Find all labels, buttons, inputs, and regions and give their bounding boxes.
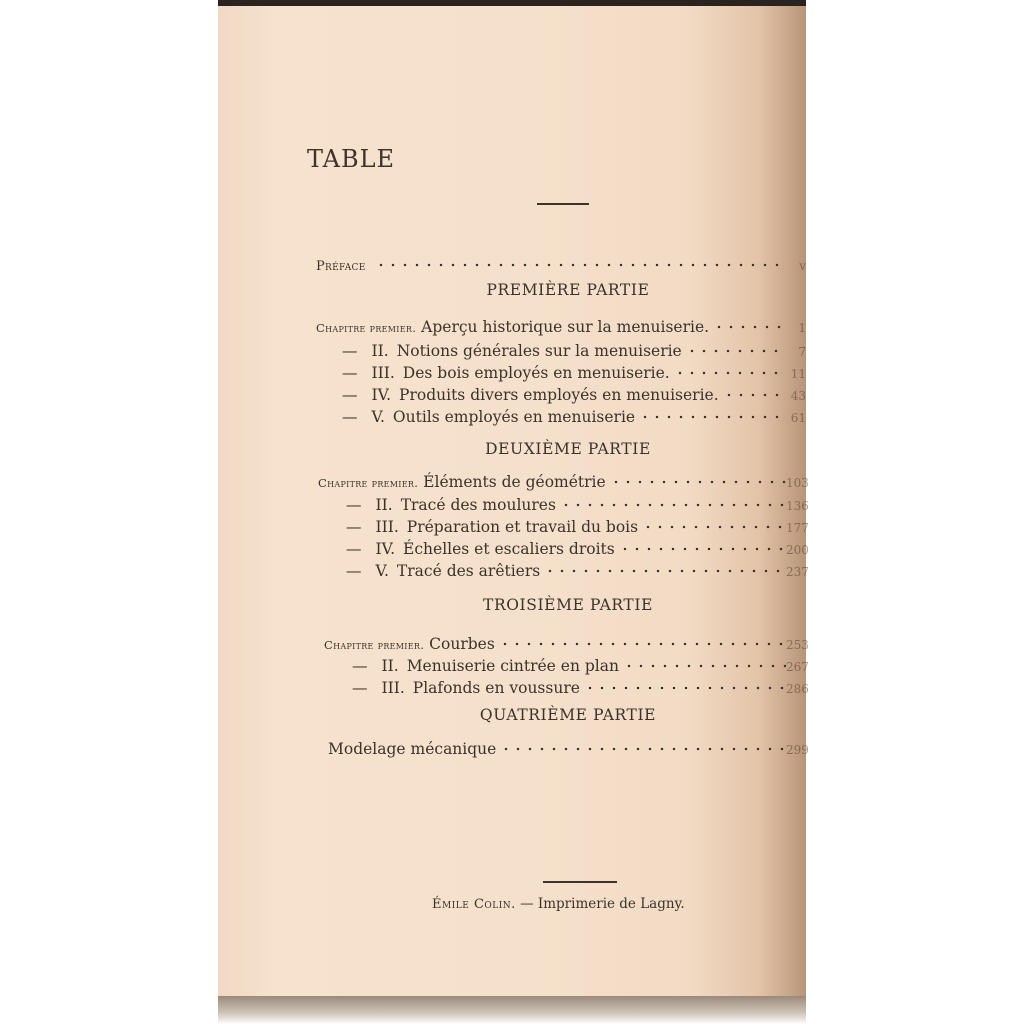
printer-place: — Imprimerie de Lagny. xyxy=(520,896,685,912)
page-number: 61 xyxy=(790,410,806,425)
toc-entry xyxy=(346,494,809,514)
chapter-title: Plafonds en voussure xyxy=(412,678,580,697)
chapter-title: Des bois employés en menuiserie. xyxy=(402,363,670,382)
dot-leader xyxy=(723,384,786,400)
preface-label: Préface xyxy=(316,258,366,274)
dot-leader xyxy=(584,677,786,693)
toc-entry xyxy=(346,538,809,558)
toc-entry xyxy=(342,384,806,404)
page-bottom-edge xyxy=(218,996,806,1024)
chapter-dash: — xyxy=(352,678,368,697)
page-number: 299 xyxy=(786,742,809,757)
title-rule xyxy=(537,203,589,205)
page-number: 11 xyxy=(790,366,806,381)
chapter-dash: — xyxy=(342,341,358,360)
chapter-dash: — xyxy=(342,385,358,404)
chapter-numeral: III. xyxy=(375,517,399,536)
printer-name: Émile Colin. xyxy=(432,897,516,912)
dot-leader xyxy=(544,560,786,576)
page-number: 267 xyxy=(786,659,809,674)
chapter-numeral: III. xyxy=(381,678,405,697)
chapter-title: Éléments de géométrie xyxy=(423,472,606,491)
page-number: 237 xyxy=(786,564,809,579)
chapter-numeral: II. xyxy=(371,341,389,360)
toc-entry xyxy=(342,362,806,382)
dot-leader xyxy=(610,471,786,487)
chapter-title: Notions générales sur la menuiserie xyxy=(396,341,682,360)
toc-entry xyxy=(352,677,809,697)
dot-leader xyxy=(619,538,786,554)
toc-entry xyxy=(346,516,809,536)
toc-entry-preface xyxy=(316,254,806,274)
toc-entry xyxy=(328,738,809,758)
chapter-title: Modelage mécanique xyxy=(328,739,497,758)
toc-entry xyxy=(342,406,806,426)
colophon xyxy=(432,896,685,912)
chapter-title: Tracé des arêtiers xyxy=(396,561,541,580)
part-heading: QUATRIÈME PARTIE xyxy=(479,706,657,724)
chapter-numeral: IV. xyxy=(371,385,392,404)
page-number: 103 xyxy=(786,475,809,490)
page-title: TABLE xyxy=(306,145,396,173)
chapter-numeral: IV. xyxy=(375,539,396,558)
toc-entry xyxy=(324,633,809,653)
page-number: 43 xyxy=(790,388,806,403)
dot-leader xyxy=(623,655,786,671)
chapter-title: Aperçu historique sur la menuiserie. xyxy=(421,317,710,336)
page-number: v xyxy=(799,258,806,273)
chapter-title: Produits divers employés en menuiserie. xyxy=(399,385,719,404)
chapter-numeral: II. xyxy=(381,656,399,675)
page-number: 136 xyxy=(786,498,809,513)
page-number: 1 xyxy=(798,320,806,335)
chapter-prefix: Chapitre premier. xyxy=(324,637,425,652)
dot-leader xyxy=(686,340,786,356)
page-number: 7 xyxy=(798,344,806,359)
dot-leader xyxy=(560,494,786,510)
chapter-numeral: V. xyxy=(375,561,389,580)
chapter-dash: — xyxy=(346,561,362,580)
dot-leader xyxy=(642,516,786,532)
chapter-dash: — xyxy=(346,517,362,536)
chapter-title: Tracé des moulures xyxy=(400,495,556,514)
chapter-title: Préparation et travail du bois xyxy=(406,517,639,536)
page-number: 200 xyxy=(786,542,809,557)
chapter-dash: — xyxy=(346,539,362,558)
dot-leader xyxy=(499,633,786,649)
colophon-rule xyxy=(543,881,617,883)
dot-leader xyxy=(713,316,786,332)
chapter-dash: — xyxy=(346,495,362,514)
chapter-prefix: Chapitre premier. xyxy=(316,320,417,335)
chapter-prefix: Chapitre premier. xyxy=(318,475,419,490)
toc-entry xyxy=(346,560,809,580)
toc-entry xyxy=(318,471,809,491)
dot-leader xyxy=(500,738,786,754)
chapter-title: Courbes xyxy=(429,634,495,653)
toc-entry xyxy=(352,655,809,675)
chapter-title: Menuiserie cintrée en plan xyxy=(406,656,619,675)
part-heading: TROISIÈME PARTIE xyxy=(483,596,653,614)
chapter-numeral: II. xyxy=(375,495,393,514)
page-number: 253 xyxy=(786,637,809,652)
part-heading: PREMIÈRE PARTIE xyxy=(486,281,650,299)
chapter-dash: — xyxy=(342,407,358,426)
chapter-title: Outils employés en menuiserie xyxy=(392,407,636,426)
toc-entry xyxy=(316,316,806,336)
chapter-dash: — xyxy=(352,656,368,675)
page-number: 177 xyxy=(786,520,809,535)
dot-leader xyxy=(674,362,786,378)
dot-leader xyxy=(375,254,786,270)
chapter-title: Échelles et escaliers droits xyxy=(403,539,615,558)
part-heading: DEUXIÈME PARTIE xyxy=(485,440,651,458)
chapter-numeral: III. xyxy=(371,363,395,382)
page-number: 286 xyxy=(786,681,809,696)
chapter-dash: — xyxy=(342,363,358,382)
chapter-numeral: V. xyxy=(371,407,385,426)
dot-leader xyxy=(639,406,786,422)
toc-entry xyxy=(342,340,806,360)
